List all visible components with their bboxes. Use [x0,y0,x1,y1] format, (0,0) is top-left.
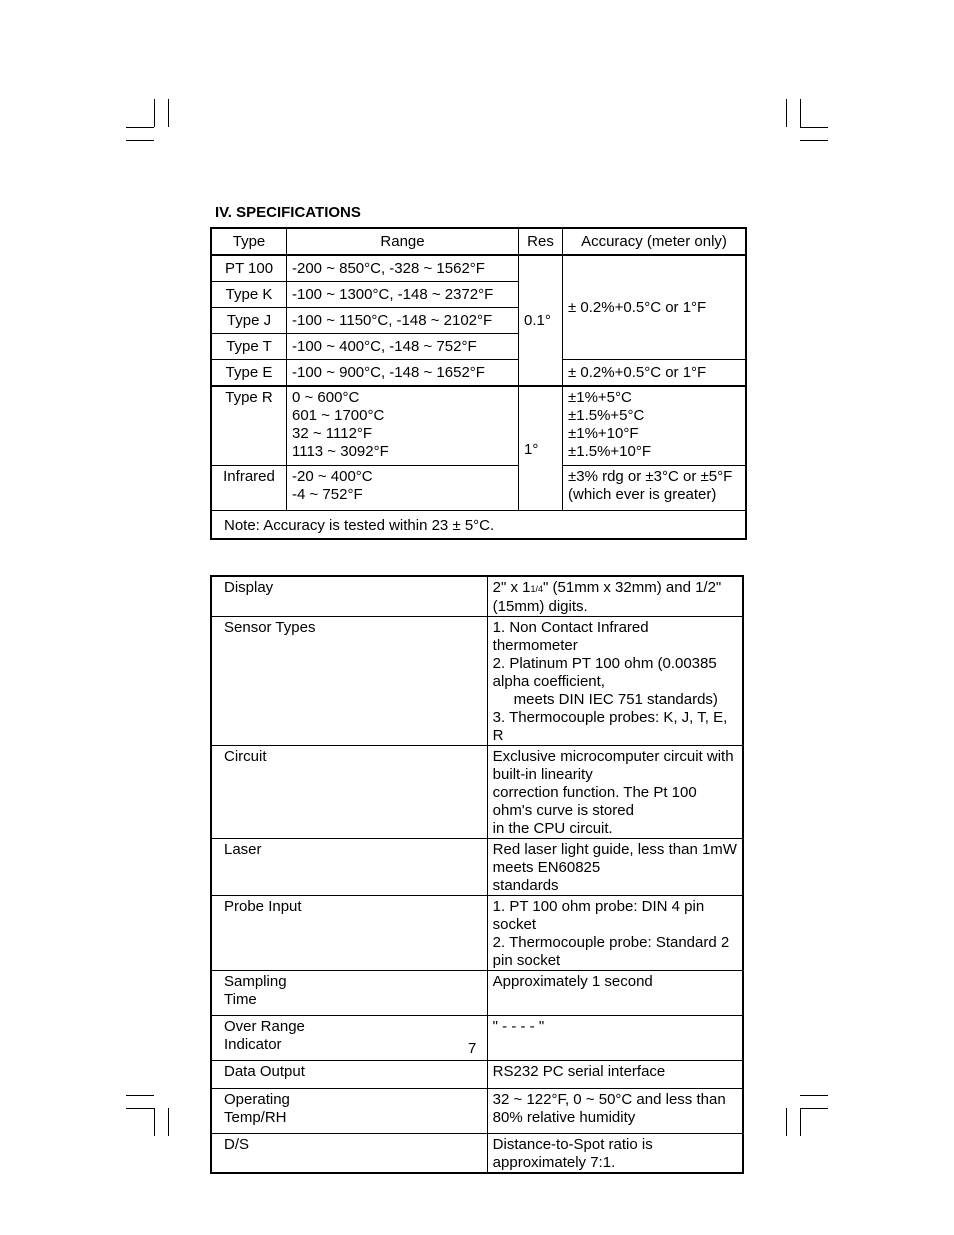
crop-mark [126,1095,154,1096]
text-line: in the CPU circuit. [492,820,613,837]
table-row [211,1061,743,1089]
data-output-value: RS232 PC serial interface [487,1061,743,1089]
crop-mark [168,1108,169,1136]
table-header-row [211,228,746,255]
table-row [211,466,746,511]
table-row [211,255,746,282]
table-row [211,1089,743,1134]
ds-value: Distance-to-Spot ratio is approximately 7:1. [487,1134,743,1174]
range-cell [287,386,519,466]
label-line: Temp/RH [224,1109,287,1126]
general-spec-table [210,575,744,1174]
range-cell: -100 ~ 1300°C, -148 ~ 2372°F [287,282,519,308]
text-line: Exclusive microcomputer circuit with built-in linearity [492,748,734,783]
type-cell: Infrared [211,466,287,511]
crop-mark [800,140,828,141]
list-item: 2. Platinum PT 100 ohm (0.00385 alpha coefficient, [492,655,717,690]
page-number: 7 [468,1040,477,1057]
circuit-label: Circuit [211,746,487,839]
range-cell: -100 ~ 400°C, -148 ~ 752°F [287,334,519,360]
table-row [211,617,743,746]
temperature-spec-table [210,227,747,540]
type-cell: Type E [211,360,287,387]
over-range-value: " - - - - " [487,1016,743,1061]
laser-value [487,839,743,896]
crop-mark [786,99,787,127]
probe-input-label: Probe Input [211,896,487,971]
crop-mark [126,140,154,141]
range-cell: -100 ~ 900°C, -148 ~ 1652°F [287,360,519,387]
table-row [211,971,743,1016]
text-line: standards [492,877,559,894]
sensor-types-label: Sensor Types [211,617,487,746]
list-item: meets DIN IEC 751 standards) [513,691,718,708]
table-row [211,1016,743,1061]
over-range-label [211,1016,487,1061]
header-res: Res [519,228,563,255]
table-row [211,1134,743,1174]
label-line: Indicator [224,1036,282,1053]
display-label: Display [211,576,487,617]
label-line: Operating [224,1091,290,1108]
crop-mark [126,1108,154,1109]
accuracy-cell: ± 0.2%+0.5°C or 1°F [563,360,747,387]
text-line: Red laser light guide, less than 1mW meets EN60825 [492,841,737,876]
list-item: 3. Thermocouple probes: K, J, T, E, R [492,709,728,744]
crop-mark [786,1108,787,1136]
display-value-part: 2" x 1 [492,579,531,596]
accuracy-note: Note: Accuracy is tested within 23 ± 5°C. [211,511,746,540]
res-cell: 1° [519,386,563,511]
sensor-types-value [487,617,743,746]
ds-label: D/S [211,1134,487,1174]
list-item: 2. Thermocouple probe: Standard 2 pin socket [492,934,730,969]
section-heading: IV. SPECIFICATIONS [215,204,361,221]
range-cell: -200 ~ 850°C, -328 ~ 1562°F [287,255,519,282]
crop-mark [800,99,801,127]
type-cell: Type J [211,308,287,334]
header-type: Type [211,228,287,255]
label-line: Over Range [224,1018,305,1035]
type-cell: PT 100 [211,255,287,282]
text-line: correction function. The Pt 100 ohm's curve is stored [492,784,697,819]
accuracy-line: ±3% rdg or ±3°C or ±5°F [568,468,733,485]
range-cell: -100 ~ 1150°C, -148 ~ 2102°F [287,308,519,334]
type-cell: Type T [211,334,287,360]
note-row [211,511,746,540]
crop-mark [126,127,154,128]
operating-temp-label [211,1089,487,1134]
accuracy-line: ±1.5%+10°F [568,443,652,460]
table-row [211,896,743,971]
type-cell: Type K [211,282,287,308]
crop-mark [800,127,828,128]
list-item: 1. PT 100 ohm probe: DIN 4 pin socket [492,898,705,933]
range-line: 0 ~ 600°C [292,389,360,406]
accuracy-line: ±1.5%+5°C [568,407,645,424]
display-value-part: " (51mm x 32mm) and 1/2" (15mm) digits. [492,579,722,615]
accuracy-line: (which ever is greater) [568,486,717,503]
table-row [211,360,746,387]
data-output-label: Data Output [211,1061,487,1089]
range-line: 1113 ~ 3092°F [292,443,389,460]
operating-temp-value: 32 ~ 122°F, 0 ~ 50°C and less than 80% relative humidity [487,1089,743,1134]
range-cell [287,466,519,511]
label-line: Time [224,991,257,1008]
accuracy-cell [563,466,747,511]
probe-input-value [487,896,743,971]
crop-mark [800,1108,801,1136]
accuracy-line: ±1%+10°F [568,425,639,442]
crop-mark [154,99,155,127]
label-line: Sampling [224,973,287,990]
header-range: Range [287,228,519,255]
header-accuracy: Accuracy (meter only) [563,228,747,255]
sampling-time-value: Approximately 1 second [487,971,743,1016]
display-value [487,576,743,617]
table-row [211,386,746,466]
range-line: -20 ~ 400°C [292,468,373,485]
laser-label: Laser [211,839,487,896]
display-value-fraction: 1/4 [530,584,544,594]
range-line: -4 ~ 752°F [292,486,363,503]
crop-mark [168,99,169,127]
range-line: 601 ~ 1700°C [292,407,385,424]
list-item: 1. Non Contact Infrared thermometer [492,619,649,654]
res-cell: 0.1° [519,255,563,386]
accuracy-line: ±1%+5°C [568,389,632,406]
table-row [211,576,743,617]
table-row [211,839,743,896]
crop-mark [800,1108,828,1109]
crop-mark [154,1108,155,1136]
sampling-time-label [211,971,487,1016]
crop-mark [800,1095,828,1096]
accuracy-cell [563,386,747,466]
type-cell: Type R [211,386,287,466]
range-line: 32 ~ 1112°F [292,425,373,442]
table-row [211,746,743,839]
accuracy-cell: ± 0.2%+0.5°C or 1°F [563,255,747,360]
circuit-value [487,746,743,839]
